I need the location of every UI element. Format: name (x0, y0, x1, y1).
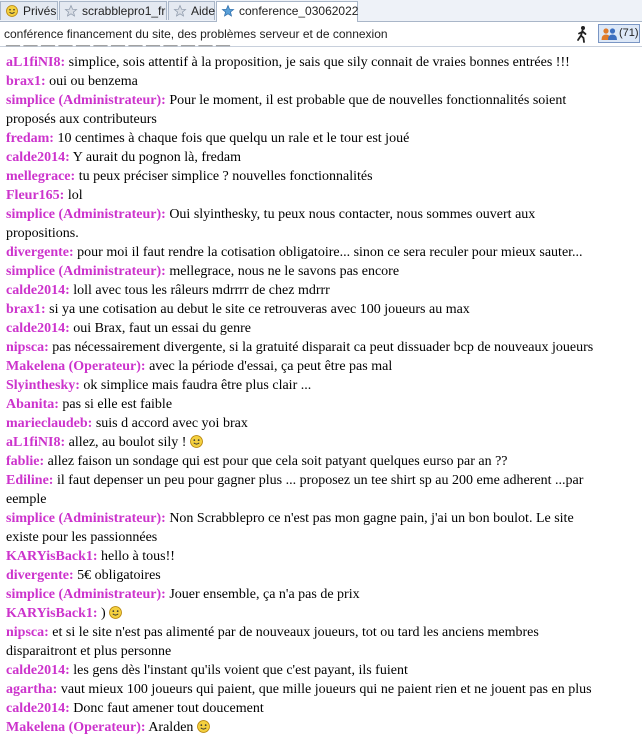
message-text: ) (101, 606, 106, 621)
chat-message (6, 433, 636, 452)
message-text: 10 centimes à chaque fois que quelqu un rale et le tour est joué (57, 131, 410, 146)
smiley-icon (106, 606, 123, 621)
chat-message (6, 642, 636, 661)
topic-text: conférence financement du site, des problèmes serveur et de connexion (4, 27, 388, 41)
message-nick[interactable]: Abanita: (6, 397, 59, 412)
star-icon (174, 5, 186, 17)
users-count: (71) (619, 27, 639, 39)
chat-message (6, 414, 636, 433)
chat-message (6, 566, 636, 585)
chat-message (6, 509, 636, 528)
message-nick[interactable]: Makelena (Operateur): (6, 359, 146, 374)
message-text: vaut mieux 100 joueurs qui paient, que mille joueurs qui ne paient rien et ne jouent pas en plus (60, 682, 592, 697)
message-nick[interactable]: simplice (Administrateur): (6, 587, 166, 602)
chat-message (6, 357, 636, 376)
chat-message (6, 262, 636, 281)
message-nick[interactable]: divergente: (6, 245, 74, 260)
message-nick[interactable]: brax1: (6, 74, 46, 89)
chat-message (6, 72, 636, 91)
message-nick[interactable]: simplice (Administrateur): (6, 93, 166, 108)
message-text: hello à tous!! (101, 549, 175, 564)
message-nick[interactable]: calde2014: (6, 150, 70, 165)
chat-message (6, 376, 636, 395)
message-text: Jouer ensemble, ça n'a pas de prix (169, 587, 360, 602)
message-nick[interactable]: mellegrace: (6, 169, 76, 184)
chat-message (6, 680, 636, 699)
chat-log (0, 38, 642, 738)
message-text: simplice, sois attentif à la proposition, je sais que sily connait de vraies bonnes entrées !!! (68, 55, 570, 70)
message-text: lol (67, 188, 83, 203)
message-text: propositions. (6, 226, 79, 241)
message-nick[interactable]: calde2014: (6, 283, 70, 298)
message-text: ok simplice mais faudra être plus clair ... (83, 378, 312, 393)
message-text: les gens dès l'instant qu'ils voient que c'est payant, ils fuient (73, 663, 408, 678)
message-nick[interactable]: Slyinthesky: (6, 378, 80, 393)
message-text: allez, au boulot sily ! (68, 435, 187, 450)
message-text: Pour le moment, il est probable que de nouvelles fonctionnalités soient (169, 93, 567, 108)
message-text: oui ou benzema (49, 74, 138, 89)
chat-message (6, 604, 636, 623)
message-text: et si le site n'est pas alimenté par de nouveaux joueurs, tot ou tard les anciens membres (52, 625, 539, 640)
chat-message (6, 718, 636, 737)
chat-message (6, 243, 636, 262)
chat-message (6, 53, 636, 72)
chat-message (6, 110, 636, 129)
clipped-previous-line: — — — — — — — — — — — — — (6, 38, 230, 53)
message-nick[interactable]: simplice (Administrateur): (6, 207, 166, 222)
message-nick[interactable]: KARYisBack1: (6, 549, 98, 564)
message-text: 5€ obligatoires (77, 568, 161, 583)
message-nick[interactable]: Ediline: (6, 473, 54, 488)
star-icon (222, 5, 234, 17)
chat-message (6, 224, 636, 243)
message-nick[interactable]: simplice (Administrateur): (6, 511, 166, 526)
chat-message (6, 205, 636, 224)
message-nick[interactable]: KARYisBack1: (6, 606, 98, 621)
tab-conference[interactable] (216, 1, 358, 22)
message-text: il faut depenser un peu pour gagner plus ... proposez un tee shirt sp au 200 eme adherent ...par (56, 473, 584, 488)
chat-message (6, 167, 636, 186)
message-nick[interactable]: fredam: (6, 131, 54, 146)
tab-bar (0, 0, 642, 22)
message-text: loll avec tous les râleurs mdrrrr de chez mdrrr (73, 283, 330, 298)
chat-message (6, 395, 636, 414)
message-text: suis d accord avec yoi brax (95, 416, 248, 431)
tab-label: conference_03062022 (239, 4, 359, 18)
message-text: proposés aux contributeurs (6, 112, 157, 127)
message-text: allez faison un sondage qui est pour que cela soit patyant quelques eurso par an ?? (47, 454, 508, 469)
chat-message (6, 452, 636, 471)
chat-message (6, 585, 636, 604)
chat-message (6, 528, 636, 547)
tab-label: scrabblepro1_fr (82, 4, 166, 18)
message-nick[interactable]: aL1fiNI8: (6, 55, 66, 70)
message-text: pas nécessairement divergente, si la gratuité disparait ca peut dissuader bcp de nouveaux joueurs (52, 340, 594, 355)
message-nick[interactable]: nipsca: (6, 625, 49, 640)
message-text: si ya une cotisation au debut le site ce retrouveras avec 100 joueurs au max (49, 302, 470, 317)
tab-label: Privés (23, 4, 57, 18)
star-icon (65, 5, 77, 17)
message-text: Oui slyinthesky, tu peux nous contacter, nous sommes ouvert aux (169, 207, 536, 222)
users-list-button[interactable] (598, 24, 640, 43)
message-text: mellegrace, nous ne le savons pas encore (169, 264, 400, 279)
chat-message (6, 300, 636, 319)
tab-scrabblepro1-fr[interactable] (59, 1, 167, 20)
chat-message (6, 471, 636, 490)
message-text: Aralden (148, 720, 194, 735)
message-text: oui Brax, faut un essai du genre (73, 321, 251, 336)
message-nick[interactable]: marieclaudeb: (6, 416, 93, 431)
message-nick[interactable]: fablie: (6, 454, 45, 469)
message-nick[interactable]: aL1fiNI8: (6, 435, 66, 450)
walking-person-icon[interactable] (573, 25, 591, 43)
message-nick[interactable]: brax1: (6, 302, 46, 317)
smiley-icon (186, 435, 203, 450)
message-nick[interactable]: nipsca: (6, 340, 49, 355)
message-text: Y aurait du pognon là, fredam (72, 150, 241, 165)
tab-aide[interactable] (168, 1, 215, 20)
message-text: existe pour les passionnées (6, 530, 158, 545)
chat-message (6, 91, 636, 110)
message-text: Non Scrabblepro ce n'est pas mon gagne pain, j'ai un bon boulot. Le site (169, 511, 574, 526)
message-text: disparaitront et plus personne (6, 644, 172, 659)
smiley-icon (193, 720, 210, 735)
tab-label: Aide (191, 4, 216, 18)
chat-message (6, 490, 636, 509)
chat-message (6, 148, 636, 167)
message-text: Donc faut amener tout doucement (73, 701, 264, 716)
message-text: pour moi il faut rendre la cotisation obligatoire... sinon ce sera reculer pour mieux sauter... (77, 245, 583, 260)
message-nick[interactable]: Fleur165: (6, 188, 65, 203)
message-nick[interactable]: agartha: (6, 682, 58, 697)
message-nick[interactable]: Makelena (Operateur): (6, 720, 146, 735)
message-text: pas si elle est faible (62, 397, 173, 412)
message-nick[interactable]: calde2014: (6, 663, 70, 678)
chat-message (6, 129, 636, 148)
tab-prives[interactable] (0, 1, 58, 20)
chat-message (6, 661, 636, 680)
users-icon (601, 27, 618, 41)
message-nick[interactable]: calde2014: (6, 321, 70, 336)
message-nick[interactable]: calde2014: (6, 701, 70, 716)
message-nick[interactable]: simplice (Administrateur): (6, 264, 166, 279)
message-text: eemple (6, 492, 47, 507)
chat-message (6, 186, 636, 205)
message-text: tu peux préciser simplice ? nouvelles fonctionnalités (78, 169, 373, 184)
chat-message (6, 319, 636, 338)
chat-message (6, 623, 636, 642)
smiley-icon (6, 5, 18, 17)
chat-message (6, 699, 636, 718)
chat-message (6, 547, 636, 566)
message-text: avec la période d'essai, ça peut être pas mal (149, 359, 393, 374)
chat-message (6, 281, 636, 300)
message-nick[interactable]: divergente: (6, 568, 74, 583)
chat-message (6, 338, 636, 357)
